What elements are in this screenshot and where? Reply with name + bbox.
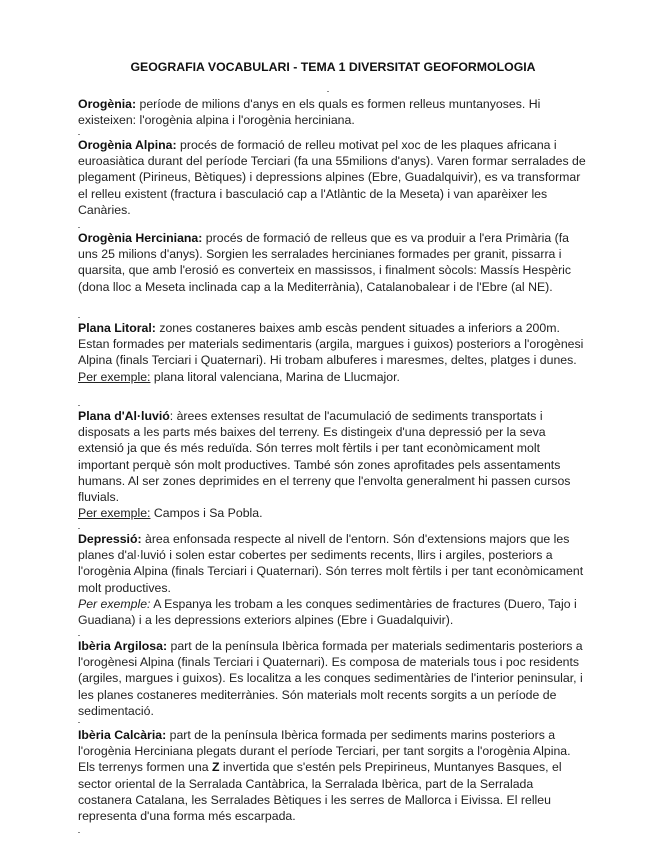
term-label: Ibèria Calcària: <box>78 728 167 742</box>
example-label: Per exemple: <box>78 596 151 611</box>
definition-text: procés de formació de relleus que es va produir a l'era Primària (fa uns 25 milions d'anys). Sorgien les serralades hercinianes formades per granit, pissarra i quarsita, que amb l'erosió es converteix en massissos, i finalment sòcols: Massís Hespèric (dona lloc a Meseta inclinada cap a la Mediterrània), Catalanobalear i de l'Ebre (al NE). <box>78 231 572 294</box>
definition-text: : àrees extenses resultat de l'acumulació de sediments transportats i disposats a les parts més baixes del terreny. Es distingeix d'una depressió per la seva extensió ja que és més reduïda. Són terres molt fèrtils i per tant econòmicament molt important perquè són molt productives. També són zones aprofitades pels assentaments humans. Al ser zones deprimides en el terreny que l'envolta generalment hi passen cursos fluvials. <box>78 409 571 505</box>
bold-letter: Z <box>211 760 220 775</box>
entry-iberia-calcaria <box>78 727 588 824</box>
definition-text: procés de formació de relleu motivat pel xoc de les plaques africana i euroasiàtica durant del període Terciari (fa una 55milions d'anys). Varen formar serralades de plegament (Pirineus, Bètiques) i depressions alpines (Ebre, Guadalquivir), es va transformar el relleu existent (fractura i basculació cap a l'Atlàntic de la Meseta) i van aparèixer les Canàries. <box>78 138 586 217</box>
entry-orogenia <box>78 96 588 128</box>
example-label: Per exemple: <box>78 506 151 521</box>
stray-mark <box>78 134 80 135</box>
entry-orogenia-herciniana <box>78 230 588 295</box>
stray-mark <box>78 832 80 833</box>
document-title: GEOGRAFIA VOCABULARI - TEMA 1 DIVERSITAT GEOFORMOLOGIA <box>130 60 536 74</box>
term-label: Orogènia Alpina: <box>78 138 177 152</box>
term-label: Orogènia Herciniana: <box>78 231 203 245</box>
term-label: Plana Litoral: <box>78 321 156 335</box>
example-label: Per exemple: <box>78 369 151 384</box>
term-label: Plana d'Al·luvió <box>78 409 170 423</box>
stray-mark <box>78 722 80 723</box>
definition-text: part de la península Ibèrica formada per materials sedimentaris posteriors a l'orogènesi Alpina (finals Terciari i Quaternari). Es composa de materials tous i poc residents (argiles, margues i guixos). Es localitza a les conques sedimentàries de l'interior peninsular, i les planes costaneres mediterrànies. Són materials molt recents sorgits a un període de sedimentació. <box>78 639 583 718</box>
definition-text: període de milions d'anys en els quals es formen relleus muntanyoses. Hi existeixen: l'orogènia alpina i l'orogènia herciniana. <box>78 97 541 128</box>
entry-orogenia-alpina <box>78 137 588 218</box>
term-label: Ibèria Argilosa: <box>78 639 168 653</box>
definition-text: part de la península Ibèrica formada per sediments marins posteriors a l'orogènia Herciniana plegats durant el període Terciari, per tant sorgits a l'orogènia Alpina. Els terrenys formen una <box>78 728 571 775</box>
stray-mark <box>78 635 80 636</box>
term-label: Depressió: <box>78 532 142 546</box>
stray-mark <box>78 227 80 228</box>
definition-text: invertida que s'estén pels Prepirineus, Muntanyes Basques, el sector oriental de la Serralada Cantàbrica, la Serralada Ibèrica, part de la Serralada costanera Catalana, les Serralades Bètiques i les serres de Mallorca i Eivissa. El relleu representa d'una forma més escarpada. <box>78 760 562 824</box>
entry-depressio <box>78 531 588 628</box>
example-text: Campos i Sa Pobla. <box>150 506 263 521</box>
example-text: A Espanya les trobam a les conques sedimentàries de fractures (Duero, Tajo i Guadiana) i a les depressions exteriors alpines (Ebre i Guadalquivir). <box>78 596 577 628</box>
example-text: plana litoral valenciana, Marina de Llucmajor. <box>150 369 400 384</box>
stray-mark <box>78 528 80 529</box>
entry-iberia-argilosa <box>78 638 588 719</box>
definition-text: zones costaneres baixes amb escàs pendent situades a inferiors a 200m. Estan formades per materials sedimentaris (argila, margues i guixos) posteriors a l'orogènesi Alpina (finals Terciari i Quaternari). Hi trobam albuferes i maresmes, deltes, platges i dunes. <box>78 321 584 368</box>
term-label: Orogènia: <box>78 97 137 111</box>
stray-mark <box>327 91 329 92</box>
entry-plana-alluvio <box>78 408 588 521</box>
stray-mark <box>78 317 80 318</box>
definition-text: àrea enfonsada respecte al nivell de l'entorn. Són d'extensions majors que les planes d'al·luvió i solen estar cobertes per sediments recents, llirs i argiles, posteriors a l'orogènia Alpina (finals Terciari i Quaternari). Són terres molt fèrtils i per tant econòmicament molt productives. <box>78 532 584 595</box>
stray-mark <box>78 405 80 406</box>
entry-plana-litoral <box>78 320 588 385</box>
